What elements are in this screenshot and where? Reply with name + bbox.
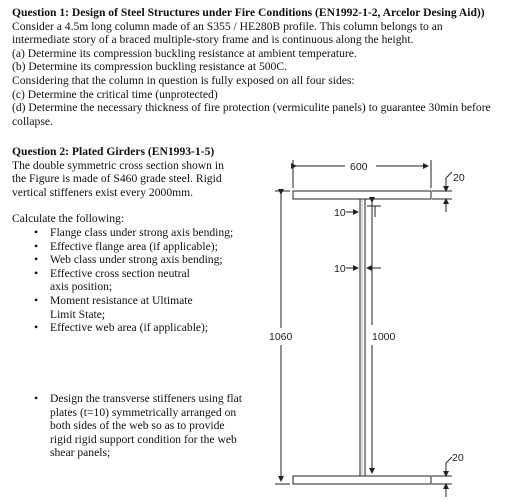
task-item: • Effective cross section neutral axis position; bbox=[12, 267, 200, 294]
flange-width-label: 600 bbox=[350, 161, 368, 173]
question-1-line: (a) Determine its compression buckling resistance at ambient temperature. bbox=[12, 46, 357, 60]
web-thickness-label: 10 bbox=[334, 207, 346, 219]
task-item: • Effective web area (if applicable); bbox=[12, 321, 262, 335]
calc-intro: Calculate the following: bbox=[12, 212, 125, 226]
question-1-line: Considering that the column in question is fully exposed on all four sides: bbox=[12, 73, 355, 87]
question-1-line: (d) Determine the necessary thickness of fire protection (vermiculite panels) to guarantee 30min before bbox=[12, 101, 491, 115]
question-1-line: Consider a 4.5m long column made of an S355 / HE280B profile. This column belongs to an bbox=[12, 19, 443, 33]
top-flange-thickness-label: 20 bbox=[453, 172, 465, 184]
stiffener-thickness-label: 10 bbox=[334, 263, 346, 275]
task-item: • Design the transverse stiffeners using flat plates (t=10) symmetrically arranged on both sides of the web so as to provide rigid rigid support condition for the web shear panels; bbox=[12, 392, 246, 460]
total-height-label: 1060 bbox=[269, 331, 293, 343]
task-item: • Flange class under strong axis bending; bbox=[12, 226, 262, 240]
question-2-line: vertical stiffeners exist every 2000mm. bbox=[12, 185, 194, 199]
question-1-line: (b) Determine its compression buckling resistance at 500C. bbox=[12, 60, 287, 74]
question-1-line: (c) Determine the critical time (unprotected) bbox=[12, 87, 218, 101]
task-item: • Moment resistance at Ultimate Limit State; bbox=[12, 294, 210, 321]
tf-leader bbox=[446, 172, 452, 178]
question-2-heading: Question 2: Plated Girders (EN1993-1-5) bbox=[12, 145, 215, 158]
question-1-line: collapse. bbox=[12, 114, 53, 128]
bottom-flange bbox=[293, 476, 431, 484]
question-1-heading: Question 1: Design of Steel Structures under Fire Conditions (EN1992-1-2, Arcelor Desing Aid)) bbox=[12, 6, 485, 19]
task-item: • Effective flange area (if applicable); bbox=[12, 240, 262, 254]
bottom-flange-thickness-label: 20 bbox=[452, 452, 464, 464]
question-2-line: the Figure is made of S460 grade steel. Rigid bbox=[12, 172, 222, 186]
question-2-line: The double symmetric cross section shown in bbox=[12, 158, 224, 172]
question-1-line: intermediate story of a braced multiple-story frame and is continuous along the height. bbox=[12, 33, 414, 47]
web-height-label: 1000 bbox=[372, 331, 396, 343]
top-flange bbox=[293, 191, 431, 199]
task-item: • Web class under strong axis bending; bbox=[12, 253, 262, 267]
